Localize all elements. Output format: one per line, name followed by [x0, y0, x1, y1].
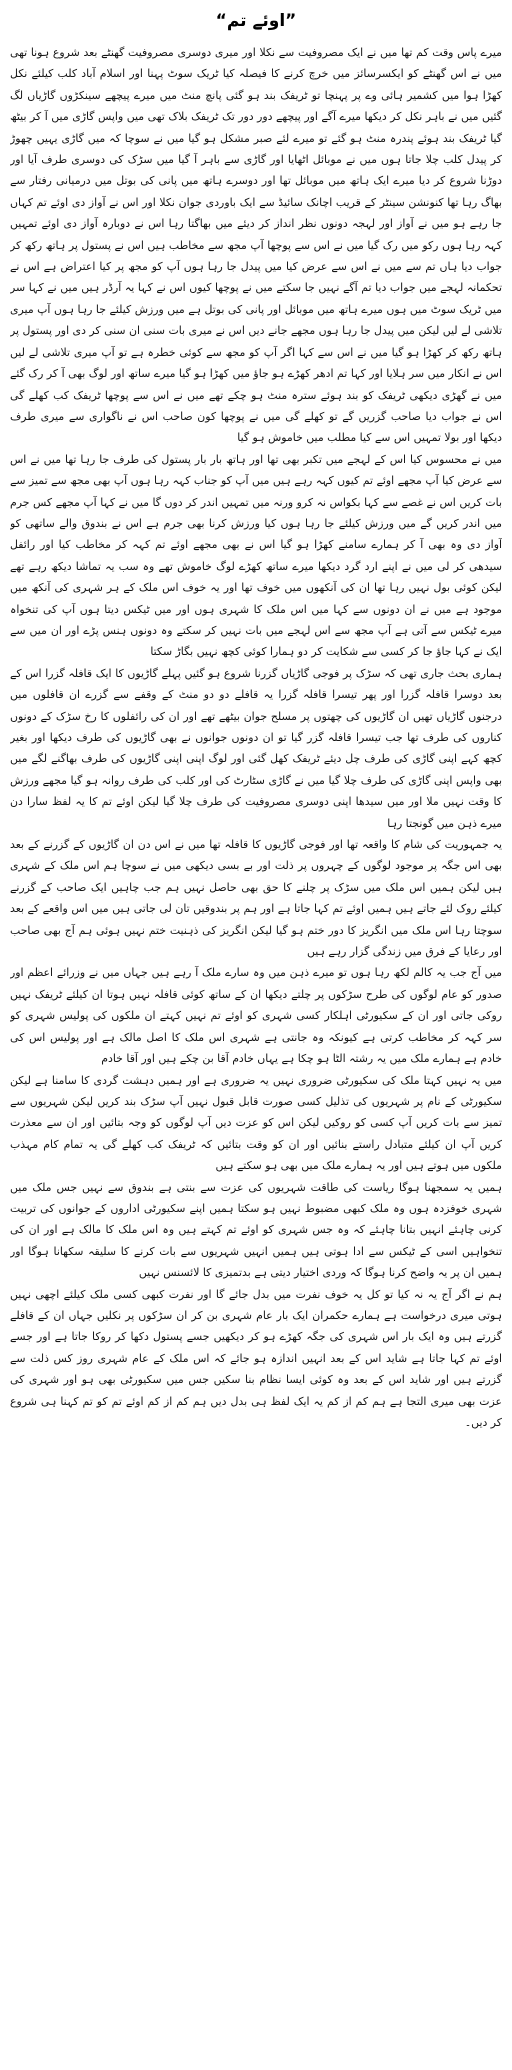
column-title: ”اوئے تم“ — [215, 11, 297, 31]
column-paragraph: ہمیں یہ سمجھنا ہوگا ریاست کی طاقت شہریوں کی عزت سے بنتی ہے بندوق سے نہیں جس ملک میں شہری خوفزدہ ہوں وہ ملک کبھی مضبوط نہیں ہو سکتا ہمیں اپنے سکیورٹی اداروں کے جوانوں کی تربیت کرنی چاہئے انہیں بتانا چاہئے کہ وہ جس شہری کو اوئے تم کہتے ہیں وہ اس ملک کا مالک ہے اور ان کی تنخواہیں اسی کے ٹیکس سے ادا ہوتی ہیں ہمیں انہیں شہریوں سے بات کرنے کا سلیقہ سکھانا ہوگا اور ہمیں ان پر یہ واضح کرنا ہوگا کہ وردی اختیار دیتی ہے بدتمیزی کا لائسنس نہیں — [10, 1180, 502, 1280]
column-paragraph: ہم نے اگر آج یہ نہ کیا تو کل یہ خوف نفرت میں بدل جائے گا اور نفرت کبھی کسی ملک کیلئے اچھی نہیں ہوتی میری درخواست ہے ہمارے حکمران ایک بار عام شہری بن کر ان سڑکوں پر نکلیں جہاں ان کے قافلے گزرتے ہیں وہ ایک بار اس شہری کی جگہ کھڑے ہو کر دیکھیں جسے پستول دکھا کر روکا جاتا ہے اور جسے اوئے تم کہا جاتا ہے شاید اس کے بعد انہیں اندازہ ہو جائے کہ اس ملک کے عام شہری روز کس ذلت سے گزرتے ہیں اور شاید اس کے بعد وہ کوئی ایسا نظام بنا سکیں جس میں سکیورٹی بھی ہو اور شہری کی عزت بھی میری التجا ہے ہم کم از کم یہ ایک لفظ ہی بدل دیں ہم کم از کم اوئے تم کو تم کہنا ہی شروع کر دیں۔ — [10, 1287, 502, 1429]
column-body — [10, 42, 502, 2052]
column-paragraph: ہماری بحث جاری تھی کہ سڑک پر فوجی گاڑیاں گزرنا شروع ہو گئیں پہلے گاڑیوں کا ایک قافلہ گزرا اس کے بعد دوسرا قافلہ گزرا اور پھر تیسرا قافلہ گزرا یہ قافلے دو دو منٹ کے وقفے سے گزرے ان قافلوں میں درجنوں گاڑیاں تھیں ان گاڑیوں کی چھتوں پر مسلح جوان بیٹھے تھے اور ان کی رائفلوں کا رخ سڑک کے دونوں کناروں کی طرف تھا جب تیسرا قافلہ گزر گیا تو ان دونوں جوانوں نے بھی گاڑیوں کی طرف دیکھا اور بغیر کچھ کہے اپنی گاڑی کی طرف چل دیئے ٹریفک کھل گئی اور لوگ اپنی اپنی گاڑیوں کی طرف بھاگنے لگے میں بھی واپس اپنی گاڑی کی طرف چلا گیا میں نے گاڑی سٹارٹ کی اور کلب کی طرف روانہ ہو گیا مجھے ورزش کا وقت نہیں ملا اور میں سیدھا اپنی دوسری مصروفیت کی طرف چلا گیا لیکن اوئے تم کا یہ لفظ سارا دن میرے ذہن میں گونجتا رہا — [10, 666, 502, 830]
column-paragraph: میں نے محسوس کیا اس کے لہجے میں تکبر بھی تھا اور ہاتھ بار بار پستول کی طرف جا رہا تھا میں نے اس سے عرض کیا آپ مجھے اوئے تم کیوں کہہ رہے ہیں میں آپ کو جناب کہہ رہا ہوں آپ بھی مجھ سے تمیز سے بات کریں اس نے غصے سے کہا بکواس نہ کرو ورنہ میں تمہیں اندر کر دوں گا میں نے کہا آپ مجھے کس جرم میں اندر کریں گے میں ورزش کیلئے جا رہا ہوں کیا ورزش کرنا بھی جرم ہے اس نے بندوق والے ساتھی کو آواز دی وہ بھی آ کر ہمارے سامنے کھڑا ہو گیا اس نے بھی مجھے اوئے تم کہہ کر مخاطب کیا اور رائفل سیدھی کر لی میں نے اپنے ارد گرد دیکھا میرے ساتھ کھڑے لوگ خاموش تھے وہ سب یہ تماشا دیکھ رہے تھے لیکن کوئی بول نہیں رہا تھا ان کی آنکھوں میں خوف تھا اور یہ خوف اس ملک کے ہر شہری کی آنکھ میں موجود ہے میں نے ان دونوں سے کہا میں اس ملک کا شہری ہوں اور میں ٹیکس دیتا ہوں آپ کی تنخواہ میرے ٹیکس سے آتی ہے آپ مجھ سے اس لہجے میں بات نہیں کر سکتے وہ دونوں ہنس پڑے اور ان میں سے ایک نے کہا جاؤ جا کر کسی سے شکایت کر دو ہمارا کوئی کچھ نہیں بگاڑ سکتا — [10, 452, 502, 659]
column-paragraph: میں یہ نہیں کہتا ملک کی سکیورٹی ضروری نہیں یہ ضروری ہے اور ہمیں دہشت گردی کا سامنا ہے لیکن سکیورٹی کے نام پر شہریوں کی تذلیل کسی صورت قابل قبول نہیں آپ سڑک بند کریں لیکن شہریوں سے تمیز سے بات کریں آپ کسی کو روکیں لیکن اس کو عزت دیں آپ لوگوں کو وجہ بتائیں اور ان سے معذرت کریں آپ ان کیلئے متبادل راستے بنائیں اور ان کو وقت بتائیں کہ ٹریفک کب کھلے گی یہ تمام کام مہذب ملکوں میں ہوتے ہیں اور یہ ہمارے ملک میں بھی ہو سکتے ہیں — [10, 1073, 502, 1173]
column-paragraph: یہ جمہوریت کی شام کا واقعہ تھا اور فوجی گاڑیوں کا قافلہ تھا میں نے اس دن ان گاڑیوں کے گزرنے کے بعد بھی اس جگہ پر موجود لوگوں کے چہروں پر ذلت اور بے بسی دیکھی میں نے سوچا ہم اس ملک کے شہری ہیں لیکن ہمیں اس ملک میں سڑک پر چلنے کا حق بھی حاصل نہیں ہم جب چاہیں ایک صاحب کے گزرنے کیلئے روک لئے جاتے ہیں ہمیں اوئے تم کہا جاتا ہے اور ہم پر بندوقیں تان لی جاتی ہیں میں اس واقعے کے بعد سوچتا رہا اس ملک میں انگریز کا دور ختم ہو گیا لیکن انگریز کی ذہنیت ختم نہیں ہوئی ہم آج بھی صاحب اور رعایا کے فرق میں زندگی گزار رہے ہیں — [10, 838, 502, 959]
column-paragraph: میں آج جب یہ کالم لکھ رہا ہوں تو میرے ذہن میں وہ سارے ملک آ رہے ہیں جہاں میں نے وزرائے اعظم اور صدور کو عام لوگوں کی طرح سڑکوں پر چلتے دیکھا ان کے ساتھ کوئی قافلہ نہیں ہوتا ان کیلئے ٹریفک نہیں روکی جاتی اور ان کے سکیورٹی اہلکار کسی شہری کو اوئے تم نہیں کہتے ان ملکوں کی پولیس شہری کو سر کہہ کر مخاطب کرتی ہے کیونکہ وہ جانتی ہے شہری اس ملک کا اصل مالک ہے اور پولیس اس کی خادم ہے ہمارے ملک میں یہ رشتہ الٹا ہو چکا ہے یہاں خادم آقا بن چکے ہیں اور آقا خادم — [10, 966, 502, 1066]
column-paragraph: میرے پاس وقت کم تھا میں نے ایک مصروفیت سے نکلا اور میری دوسری مصروفیت گھنٹے بعد شروع ہونا تھی میں نے اس گھنٹے کو ایکسرسائز میں خرچ کرنے کا فیصلہ کیا ٹریک سوٹ پہنا اور اسلام آباد کلب کیلئے نکل کھڑا ہوا میں کشمیر ہائی وے پر پہنچا تو ٹریفک بند ہو گئی پانچ منٹ میں میرے پیچھے سینکڑوں گاڑیاں لگ گئیں میں نے باہر نکل کر دیکھا میرے آگے اور پیچھے دور دور تک ٹریفک بلاک تھی میں واپس گاڑی میں آ کر بیٹھ گیا ٹریفک بند ہوئے پندرہ منٹ ہو گئے تو میرے لئے صبر مشکل ہو گیا میں نے سوچا کہ میں گاڑی یہیں چھوڑ کر پیدل کلب چلا جاتا ہوں میں نے موبائل اٹھایا اور گاڑی سے باہر آ گیا میں سڑک کی دوسری طرف آیا اور دوڑنا شروع کر دیا میرے ایک ہاتھ میں موبائل تھا اور دوسرے ہاتھ میں پانی کی بوتل میں درمیانی رفتار سے بھاگ رہا تھا کنونشن سینٹر کے قریب اچانک سائیڈ سے ایک باوردی جوان نکلا اور اس نے آواز دی اوئے تم کہاں جا رہے ہو میں نے آواز اور لہجہ دونوں نظر انداز کر دیئے میں بھاگتا رہا اس نے دوبارہ آواز دی اوئے تمہیں کہہ رہا ہوں رکو میں رک گیا میں نے اس سے پوچھا آپ مجھ سے مخاطب ہیں اس نے پستول پر ہاتھ رکھ کر جواب دیا ہاں تم سے میں نے اس سے عرض کیا میں پیدل جا رہا ہوں آپ کو مجھ پر کیا اعتراض ہے اس نے تحکمانہ لہجے میں جواب دیا تم آگے نہیں جا سکتے میں نے پوچھا کیوں اس نے کہا یہ آرڈر ہیں میں نے کہا سر میں ٹریک سوٹ میں ہوں میرے ہاتھ میں موبائل اور پانی کی بوتل ہے میں ورزش کیلئے جا رہا ہوں آپ میری تلاشی لے لیں لیکن میں پیدل جا رہا ہوں مجھے جانے دیں اس نے میری بات سنی ان سنی کر دی اور پستول پر ہاتھ رکھ کر کھڑا ہو گیا میں نے اس سے کہا اگر آپ کو مجھ سے کوئی خطرہ ہے تو آپ میری تلاشی لے لیں اس نے انکار میں سر ہلایا اور کہا تم ادھر کھڑے ہو جاؤ میں کھڑا ہو گیا میرے ساتھ اور لوگ بھی آ کر رک گئے میں نے گھڑی دیکھی ٹریفک کو بند ہوئے سترہ منٹ ہو چکے تھے میں نے اس سے پوچھا ٹریفک کب کھلے گی اس نے جواب دیا صاحب گزریں گے تو کھلے گی میں نے پوچھا کون صاحب اس نے ناگواری سے میری طرف دیکھا اور بولا تمہیں اس سے کیا مطلب میں خاموش ہو گیا — [10, 46, 502, 445]
